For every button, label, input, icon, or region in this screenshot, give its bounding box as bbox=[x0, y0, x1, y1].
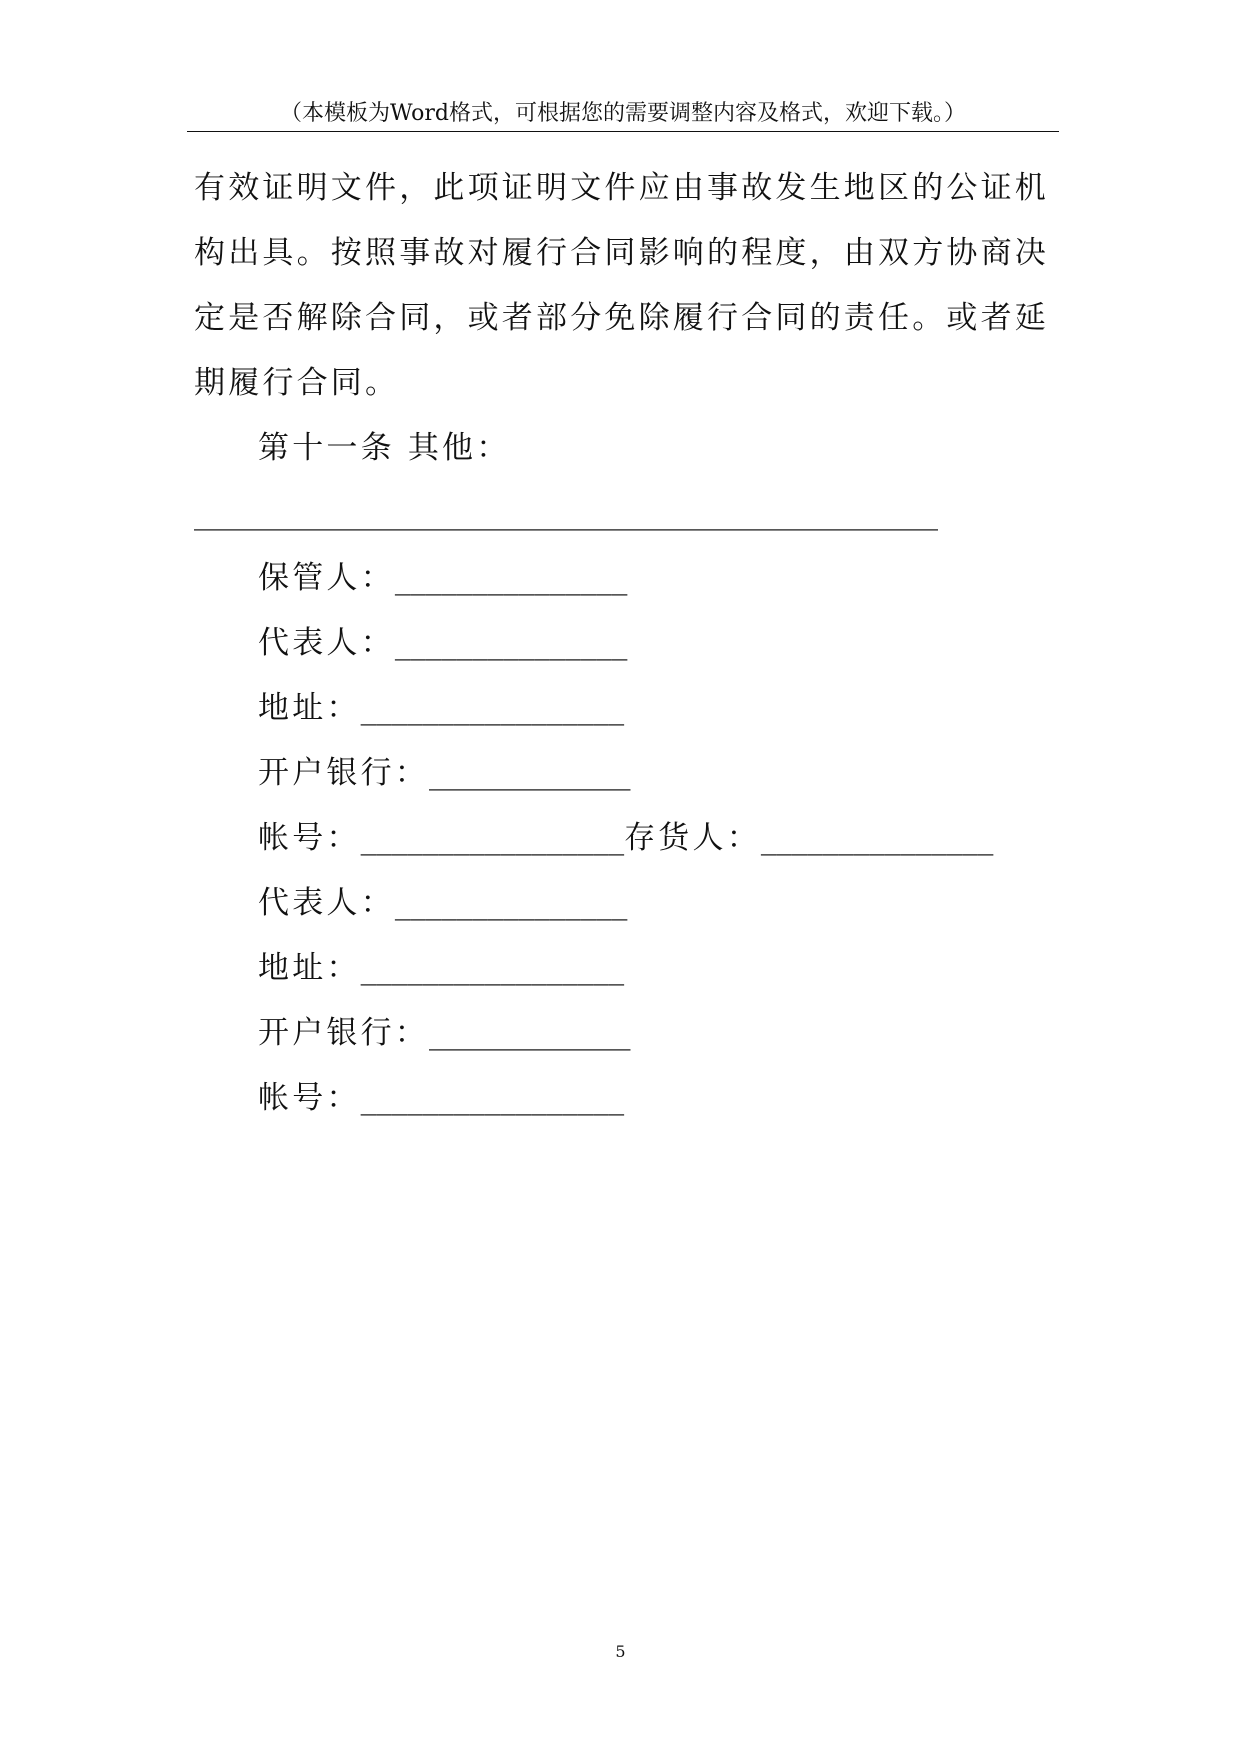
keeper-representative-blank: _______________ bbox=[394, 625, 628, 661]
depositor-bank-label: 开户银行： bbox=[258, 1015, 429, 1051]
paragraph-force-majeure: 有效证明文件，此项证明文件应由事故发生地区的公证机构出具。按照事故对履行合同影响的程度，由双方协商决定是否解除合同，或者部分免除履行合同的责任。或者延期履行合同。 bbox=[194, 170, 1049, 401]
keeper-bank-row bbox=[194, 741, 1064, 806]
keeper-address-blank: _________________ bbox=[360, 690, 625, 726]
header-divider bbox=[187, 131, 1059, 132]
depositor-representative-label: 代表人： bbox=[258, 885, 395, 921]
depositor-representative-blank: _______________ bbox=[394, 885, 628, 921]
header-note: （本模板为Word格式，可根据您的需要调整内容及格式，欢迎下载。） bbox=[280, 101, 966, 126]
depositor-address-row bbox=[194, 936, 1064, 1001]
depositor-address-blank: _________________ bbox=[360, 950, 625, 986]
depositor-account-label: 帐号： bbox=[258, 1080, 361, 1116]
keeper-account-label: 帐号： bbox=[258, 820, 361, 856]
document-body bbox=[194, 156, 1064, 1131]
keeper-blank: _______________ bbox=[394, 560, 628, 596]
depositor-bank-row bbox=[194, 1001, 1064, 1066]
keeper-bank-label: 开户银行： bbox=[258, 755, 429, 791]
keeper-account-blank: _________________ bbox=[360, 820, 625, 856]
keeper-bank-blank: _____________ bbox=[429, 755, 631, 791]
page-number: 5 bbox=[615, 1642, 626, 1661]
depositor-bank-blank: _____________ bbox=[429, 1015, 631, 1051]
depositor-address-label: 地址： bbox=[258, 950, 361, 986]
article-11-blank-line: ________________________________________________ bbox=[194, 495, 938, 531]
keeper-address-row bbox=[194, 676, 1064, 741]
keeper-representative-row bbox=[194, 611, 1064, 676]
depositor-representative-row bbox=[194, 871, 1064, 936]
keeper-row bbox=[194, 546, 1064, 611]
keeper-address-label: 地址： bbox=[258, 690, 361, 726]
keeper-label: 保管人： bbox=[258, 560, 395, 596]
article-11-heading: 第十一条 其他： bbox=[258, 430, 511, 466]
depositor-account-row bbox=[194, 1066, 1064, 1131]
depositor-account-blank: _________________ bbox=[360, 1080, 625, 1116]
keeper-account-depositor-row bbox=[194, 806, 1064, 871]
keeper-representative-label: 代表人： bbox=[258, 625, 395, 661]
depositor-label: 存货人： bbox=[624, 820, 761, 856]
depositor-blank: _______________ bbox=[760, 820, 994, 856]
